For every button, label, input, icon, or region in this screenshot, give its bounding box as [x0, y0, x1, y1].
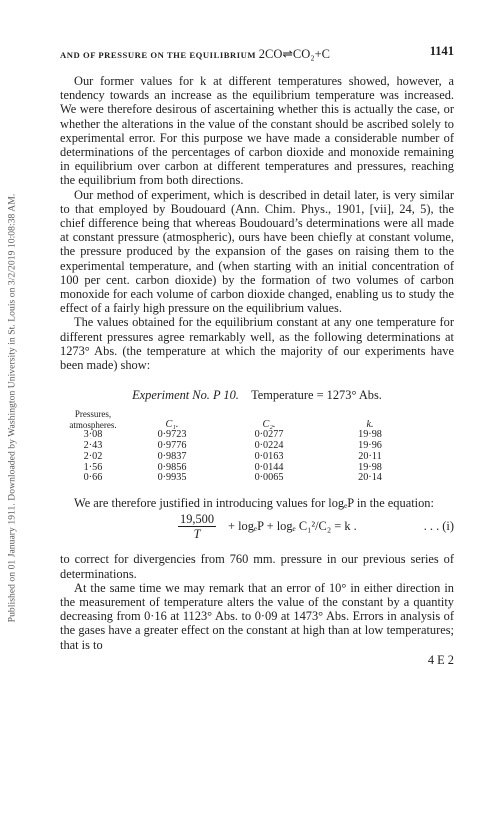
- cell-c2: 0·0144: [254, 461, 284, 473]
- equation-numerator: 19,500: [180, 512, 215, 527]
- page-header: [60, 44, 454, 66]
- equation-denominator: T: [193, 527, 201, 542]
- cell-k: 19·98: [358, 429, 382, 441]
- download-notice: Published on 01 January 1911. Downloaded by Washington University in St. Louis on 3/2/2019 10:08:38 AM.: [6, 193, 18, 623]
- cell-c2: 0·0065: [254, 472, 284, 484]
- paragraph-5: to correct for divergencies from 760 mm. pressure in our previous series of determinations.: [60, 552, 454, 581]
- table-header-row: [60, 409, 420, 430]
- cell-c1: 0·9837: [157, 450, 187, 462]
- cell-pressure: 3·08: [83, 429, 103, 441]
- col-header-c2: C₂.: [262, 418, 276, 430]
- equation-i: [60, 512, 454, 552]
- cell-c1: 0·9856: [157, 461, 187, 473]
- cell-k: 19·98: [358, 461, 382, 473]
- paragraph-6: At the same time we may remark that an error of 10° in either direction in the measurement of temperature alters the value of the constant by a quantity decreasing from 0·16 at 1123° Abs. to 0·09 at 1473° Abs. Errors in analysis of the gases have a greater effect on the constant at high than at low temperatures; that is to: [60, 580, 454, 652]
- running-title-text: AND OF PRESSURE ON THE EQUILIBRIUM: [60, 50, 257, 60]
- table-caption: [60, 388, 454, 403]
- header-equation: 2CO⇌CO₂+C: [258, 47, 330, 61]
- download-sidebar: [0, 0, 24, 815]
- cell-c2: 0·0277: [254, 429, 284, 441]
- cell-pressure: 1·56: [83, 461, 103, 473]
- col-header-c1: C₁.: [165, 418, 179, 430]
- table-row: [60, 473, 420, 484]
- temperature-label: Temperature = 1273° Abs.: [251, 388, 382, 403]
- equation-rest: + logₑP + logₑ C₁²/C₂ = k .: [228, 519, 357, 534]
- experiment-label: Experiment No. P 10.: [132, 388, 239, 403]
- page-body: [60, 44, 454, 668]
- cell-c2: 0·0163: [254, 450, 284, 462]
- running-title: [60, 46, 330, 62]
- page-footer: [60, 652, 454, 668]
- cell-k: 19·96: [358, 440, 382, 452]
- signature-mark: 4 E 2: [427, 652, 454, 667]
- cell-k: 20·14: [358, 472, 382, 484]
- col-header-k: k.: [366, 418, 374, 430]
- equation-fraction: [178, 512, 216, 541]
- cell-c1: 0·9935: [157, 472, 187, 484]
- paragraph-1: Our former values for k at different temperatures showed, however, a tendency towards an increase as the equilibrium temperature was increased. We were therefore desirous of ascertaining whether this is actually the case, or whether the alterations in the value of the constant should be ascribed solely to experimental error. For this purpose we have made a considerable number of determinations of the percentages of carbon dioxide and monoxide remaining in equilibrium over carbon at different temperatures and pressures, reaching the equilibrium from both directions.: [60, 74, 454, 188]
- results-table: [60, 409, 420, 484]
- equation-number: . . . (i): [423, 519, 454, 534]
- paragraph-4: We are therefore justified in introducing values for logₑP in the equation:: [74, 496, 434, 511]
- paragraph-3: The values obtained for the equilibrium constant at any one temperature for different pressures agree remarkably well, as the following determinations at 1273° Abs. (the temperature at which the majority of our experiments have been made) show:: [60, 315, 454, 373]
- col-header-pressure: Pressures, atmospheres.: [69, 409, 117, 430]
- page-number: 1141: [429, 44, 454, 58]
- cell-pressure: 2·02: [83, 450, 103, 462]
- cell-c2: 0·0224: [254, 440, 284, 452]
- cell-c1: 0·9723: [157, 429, 187, 441]
- cell-pressure: 2·43: [83, 440, 103, 452]
- cell-c1: 0·9776: [157, 440, 187, 452]
- cell-pressure: 0·66: [83, 472, 103, 484]
- paragraph-2: Our method of experiment, which is described in detail later, is very similar to that employed by Boudouard (Ann. Chim. Phys., 1901, [vii], 24, 5), the chief difference being that whereas Boudouard’s determinations were all made at constant pressure (atmospheric), ours have been chiefly at constant volume, the pressure produced by the expansion of the gases on raising them to the experimental temperature, and (when starting with an initial concentration of 100 per cent. carbon dioxide) by the formation of two volumes of carbon monoxide for each volume of carbon dioxide changed, enabling us to study the effect of a fairly high pressure on the equilibrium values.: [60, 187, 454, 316]
- cell-k: 20·11: [358, 450, 382, 462]
